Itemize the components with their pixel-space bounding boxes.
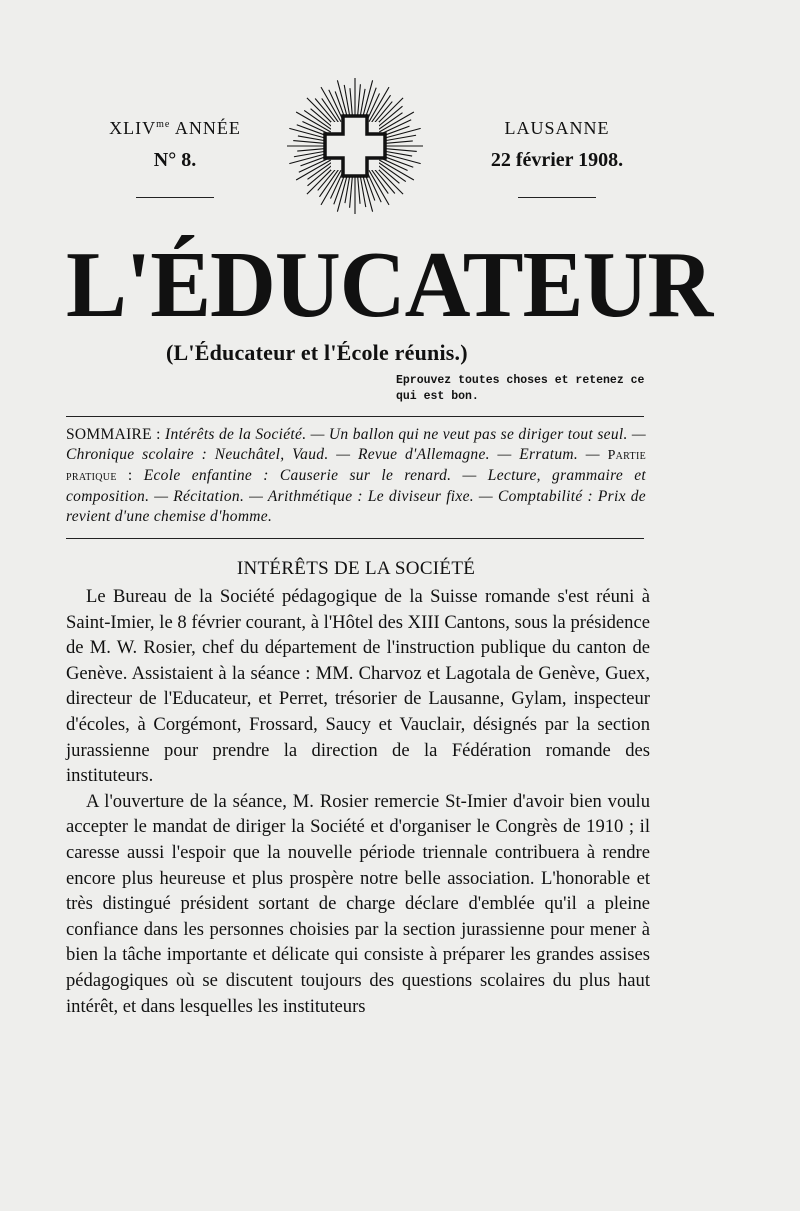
left-rule bbox=[136, 197, 214, 198]
right-rule bbox=[518, 197, 596, 198]
paragraph-1: Le Bureau de la Société pédagogique de la Suisse romande s'est réuni à Saint-Imier, le 8 février courant, à l'Hôtel des XIII Cantons, sous la présidence de M. W. Rosier, chef du département de l'instruction publique du canton de Genève. Assistaient à la séance : MM. Charvoz et Lagotala de Genève, Guex, directeur de l'Educateur, et Perret, trésorier de Lausanne, Gylam, inspecteur d'écoles, à Corgémont, Frossard, Saucy et Vauclair, désignés par la section jurassienne pour prendre la direction de la Fédération romande des instituteurs. bbox=[66, 586, 650, 787]
section-heading: INTÉRÊTS DE LA SOCIÉTÉ bbox=[236, 558, 476, 579]
sommaire-items-2: Ecole enfantine : Causerie sur le renard. — Lecture, grammaire et composition. — Récitation. — Arithmétique : Le diviseur fixe. — Comptabilité : Prix de revient d'une chemise d'homme. bbox=[66, 467, 646, 525]
issue-date: 22 février 1908. bbox=[490, 149, 624, 171]
motto: Eprouvez toutes choses et retenez ce qui est bon. bbox=[396, 374, 645, 403]
masthead-right bbox=[472, 118, 642, 198]
partie-pratique-colon: : bbox=[116, 467, 144, 484]
partie-pratique-label: Partie pratique bbox=[66, 448, 646, 484]
year-roman: XLIV bbox=[109, 118, 157, 138]
journal-title: L'ÉDUCATEUR bbox=[66, 233, 713, 337]
issue-number: N° 8. bbox=[153, 149, 197, 171]
table-of-contents bbox=[66, 425, 646, 527]
article-body bbox=[66, 584, 650, 1019]
sommaire-items-1: Intérêts de la Société. — Un ballon qui ne veut pas se diriger tout seul. — Chronique scolaire : Neuchâtel, Vaud. — Revue d'Allemagne. — Erratum. — bbox=[66, 426, 646, 463]
sommaire-bottom-rule bbox=[66, 538, 644, 539]
year-line bbox=[90, 118, 260, 139]
masthead-left bbox=[90, 118, 260, 198]
year-word: ANNÉE bbox=[170, 118, 241, 138]
paragraph-2: A l'ouverture de la séance, M. Rosier remercie St-Imier d'avoir bien voulu accepter le mandat de diriger la Société et d'organiser le Congrès de 1910 ; il caresse aussi l'espoir que la nouvelle période triennale contribuera à rendre encore plus heureuse et plus prospère notre belle association. L'honorable et très distingué président sortant de charge déclare d'emblée qu'il a pleine confiance dans les personnes choisies par la section jurassienne pour mener à bien la tâche importante et délicate qui consiste à préparer les grandes assises pédagogiques où se discutent toujours des questions scolaires du plus haut intérêt, et dans lesquelles les instituteurs bbox=[66, 790, 650, 1017]
year-ordinal: me bbox=[156, 119, 171, 130]
sommaire-top-rule bbox=[66, 416, 644, 417]
city: LAUSANNE bbox=[504, 118, 610, 138]
sommaire-label: SOMMAIRE : bbox=[66, 426, 166, 443]
swiss-cross-emblem-icon bbox=[285, 76, 425, 216]
journal-subtitle: (L'Éducateur et l'École réunis.) bbox=[166, 340, 468, 365]
